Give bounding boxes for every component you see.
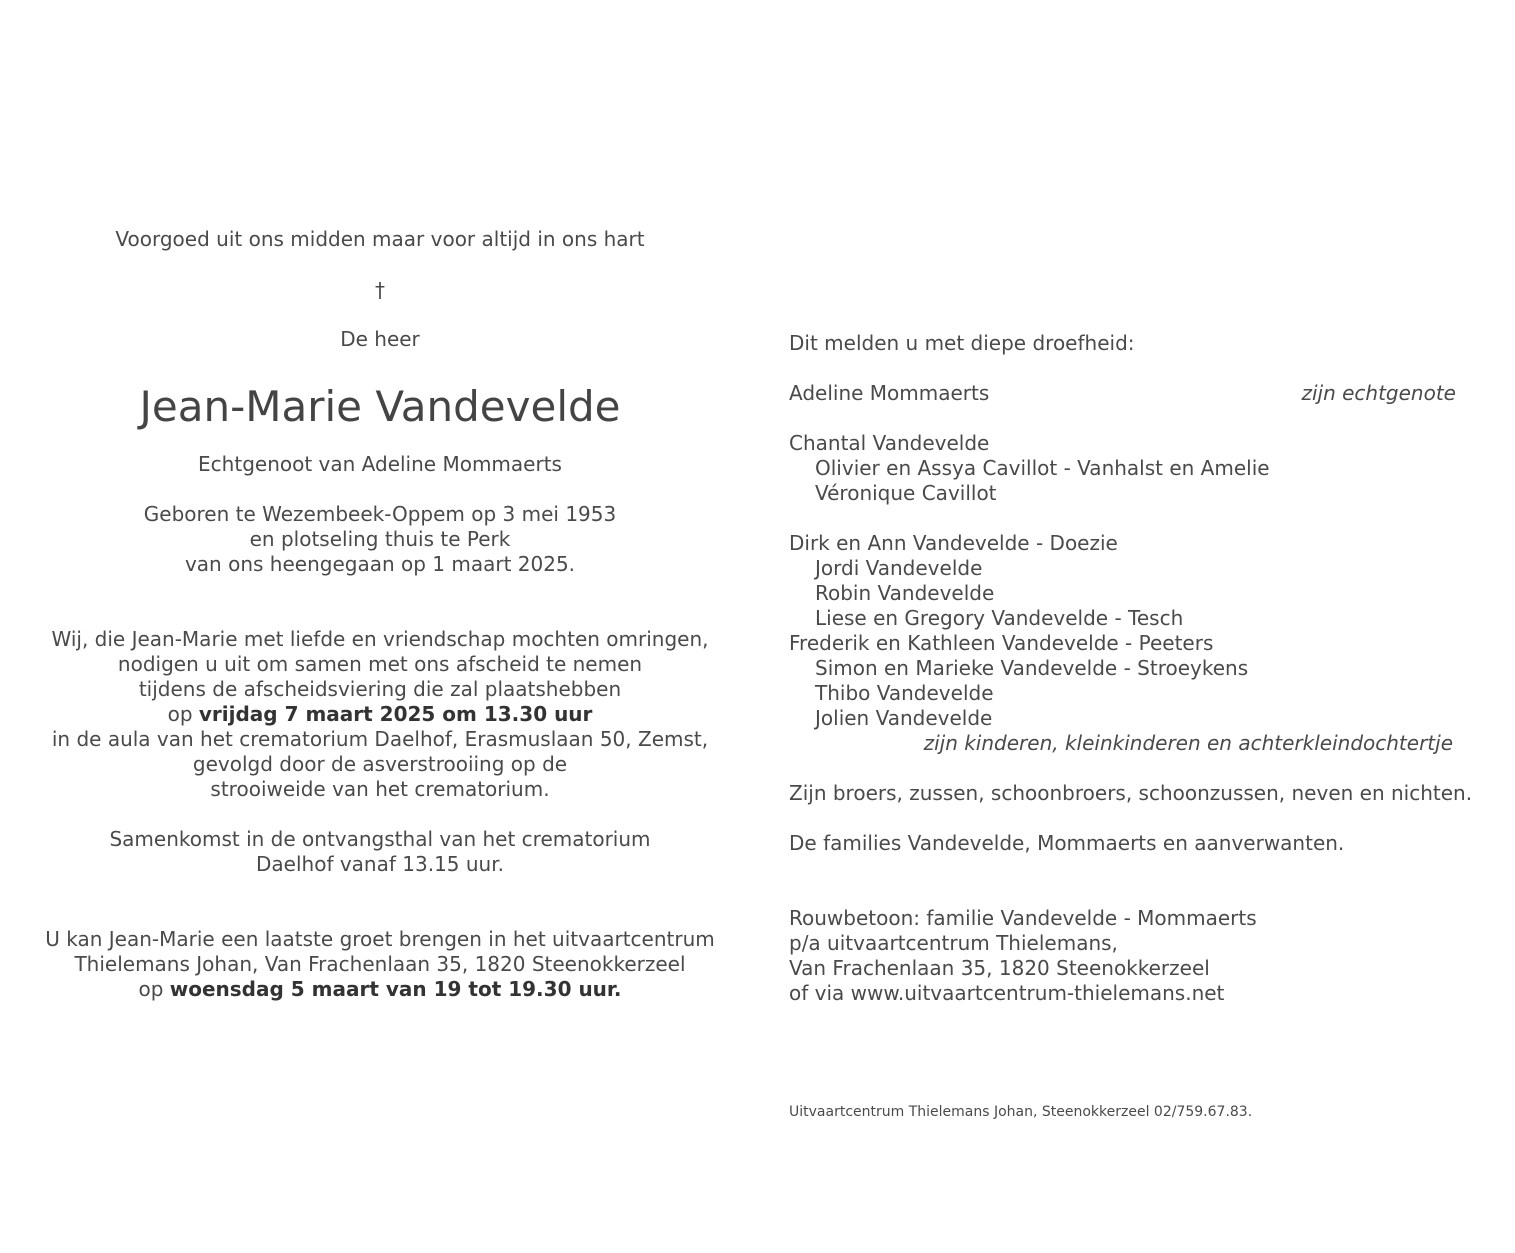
ceremony-line-7: strooiweide van het crematorium. [210,777,550,801]
ceremony-date-prefix: op [167,702,193,726]
opening-line: Voorgoed uit ons midden maar voor altijd in ons hart [115,227,645,251]
ceremony-date: vrijdag 7 maart 2025 om 13.30 uur [198,702,593,726]
ceremony-line-3: tijdens de afscheidsviering die zal plaatshebben [138,677,622,701]
family-member: Frederik en Kathleen Vandevelde - Peeters [789,631,1214,655]
family-member: Olivier en Assya Cavillot - Vanhalst en Amelie [815,456,1270,480]
deceased-name: Jean-Marie Vandevelde [139,382,621,431]
siblings-line: Zijn broers, zussen, schoonbroers, schoonzussen, neven en nichten. [789,781,1473,805]
birth-line-2: en plotseling thuis te Perk [249,527,511,551]
birth-line-1: Geboren te Wezembeek-Oppem op 3 mei 1953 [143,502,617,526]
family-member: Dirk en Ann Vandevelde - Doezie [789,531,1118,555]
ceremony-line-6: gevolgd door de asverstrooiing op de [192,752,568,776]
ceremony-date-line [20,702,740,727]
salutation: De heer [340,327,420,351]
gathering-line-2: Daelhof vanaf 13.15 uur. [256,852,504,876]
ceremony-line-5: in de aula van het crematorium Daelhof, Erasmuslaan 50, Zemst, [51,727,709,751]
visit-date-line [20,977,740,1002]
family-member: Véronique Cavillot [815,481,997,505]
address-line-1: Rouwbetoon: familie Vandevelde - Mommaerts [789,906,1257,930]
family-member: Chantal Vandevelde [789,431,990,455]
families-line: De families Vandevelde, Mommaerts en aanverwanten. [789,831,1345,855]
visit-date-prefix: op [138,977,164,1001]
family-member: Jordi Vandevelde [815,556,983,580]
ceremony-line-2: nodigen u uit om samen met ons afscheid te nemen [117,652,643,676]
family-member: Simon en Marieke Vandevelde - Stroeykens [815,656,1249,680]
children-role: zijn kinderen, kleinkinderen en achterkleindochtertje [923,731,1453,755]
spouse-role: zijn echtgenote [1301,381,1456,405]
spouse-name: Adeline Mommaerts [789,381,990,405]
address-line-3: Van Frachenlaan 35, 1820 Steenokkerzeel [789,956,1210,980]
footer-undertaker: Uitvaartcentrum Thielemans Johan, Steenokkerzeel 02/759.67.83. [789,1104,1253,1120]
cross-icon: † [375,278,385,302]
visit-line-2: Thielemans Johan, Van Frachenlaan 35, 1820 Steenokkerzeel [74,952,686,976]
family-member: Thibo Vandevelde [815,681,994,705]
birth-line-3: van ons heengegaan op 1 maart 2025. [184,552,576,576]
address-line-2: p/a uitvaartcentrum Thielemans, [789,931,1118,955]
visit-line-1: U kan Jean-Marie een laatste groet brengen in het uitvaartcentrum [45,927,715,951]
family-member: Liese en Gregory Vandevelde - Tesch [815,606,1184,630]
spouse-line: Echtgenoot van Adeline Mommaerts [198,452,562,476]
ceremony-line-1: Wij, die Jean-Marie met liefde en vriendschap mochten omringen, [51,627,709,651]
address-line-4: of via www.uitvaartcentrum-thielemans.net [789,981,1225,1005]
family-member: Robin Vandevelde [815,581,995,605]
visit-date: woensdag 5 maart van 19 tot 19.30 uur. [169,977,622,1001]
gathering-line-1: Samenkomst in de ontvangsthal van het crematorium [109,827,651,851]
intro-line: Dit melden u met diepe droefheid: [789,331,1135,355]
family-member: Jolien Vandevelde [815,706,993,730]
